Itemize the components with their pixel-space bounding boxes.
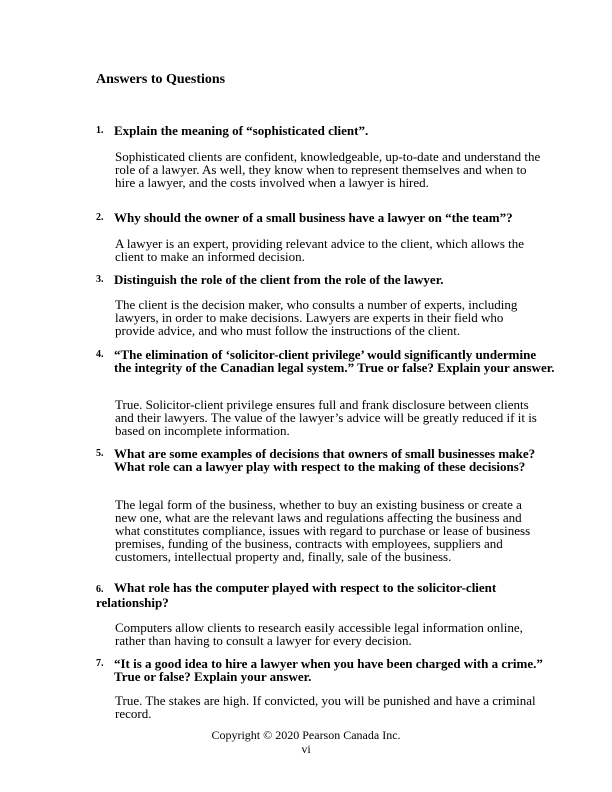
question-4 — [96, 346, 556, 374]
question-text: Explain the meaning of “sophisticated client”. — [114, 123, 369, 138]
question-number: 3. — [96, 274, 104, 285]
question-number: 2. — [96, 212, 104, 223]
footer-copyright: Copyright © 2020 Pearson Canada Inc. — [211, 728, 401, 742]
answer-5: The legal form of the business, whether to buy an existing business or create a new one, what are the relevant laws and regulations affecting the business and what constitutes compliance, issues with regard to purchase or lease of business premises, funding of the business, contracts with employees, suppliers and customers, intellectual property and, finally, sale of the business. — [115, 497, 531, 564]
question-text: Distinguish the role of the client from the role of the lawyer. — [114, 272, 444, 287]
question-number: 4. — [96, 349, 104, 360]
question-text: “The elimination of ‘solicitor-client privilege’ would significantly undermine the integrity of the Canadian legal system.” True or false? Explain your answer. — [114, 347, 555, 375]
question-number: 7. — [96, 658, 104, 669]
footer-page-number: vi — [301, 742, 311, 756]
answer-2: A lawyer is an expert, providing relevant advice to the client, which allows the client to make an informed decision. — [115, 236, 525, 264]
answer-4: True. Solicitor-client privilege ensures full and frank disclosure between clients and their lawyers. The value of the lawyer’s advice will be greatly reduced if it is based on incomplete information. — [115, 397, 537, 438]
answer-6: Computers allow clients to research easily accessible legal information online, rather than having to consult a lawyer for every decision. — [115, 620, 523, 648]
question-number: 1. — [96, 125, 104, 136]
question-number: 5. — [96, 448, 104, 459]
page-title: Answers to Questions — [96, 72, 226, 87]
question-text: What are some examples of decisions that owners of small businesses make? What role can a lawyer play with respect to the making of these decisions? — [114, 446, 536, 474]
answer-1: Sophisticated clients are confident, knowledgeable, up-to-date and understand the role of a lawyer. As well, they know when to represent themselves and when to hire a lawyer, and the costs involved when a lawyer is hired. — [115, 149, 541, 190]
answer-3: The client is the decision maker, who consults a number of experts, including lawyers, in order to make decisions. Lawyers are experts in their field who provide advice, and who must follow the instructions of the client. — [115, 297, 518, 338]
question-1 — [96, 122, 556, 137]
question-6 — [96, 581, 556, 609]
answer-7: True. The stakes are high. If convicted, you will be punished and have a criminal record. — [115, 693, 536, 721]
question-text: “It is a good idea to hire a lawyer when you have been charged with a crime.” True or false? Explain your answer. — [114, 656, 543, 684]
question-5 — [96, 445, 556, 473]
question-text: Why should the owner of a small business have a lawyer on “the team”? — [114, 210, 513, 225]
question-text: What role has the computer played with respect to the solicitor-client relationship? — [96, 580, 497, 610]
question-number: 6. — [96, 584, 104, 595]
question-3 — [96, 271, 556, 286]
question-7 — [96, 655, 556, 683]
question-2 — [96, 209, 556, 224]
